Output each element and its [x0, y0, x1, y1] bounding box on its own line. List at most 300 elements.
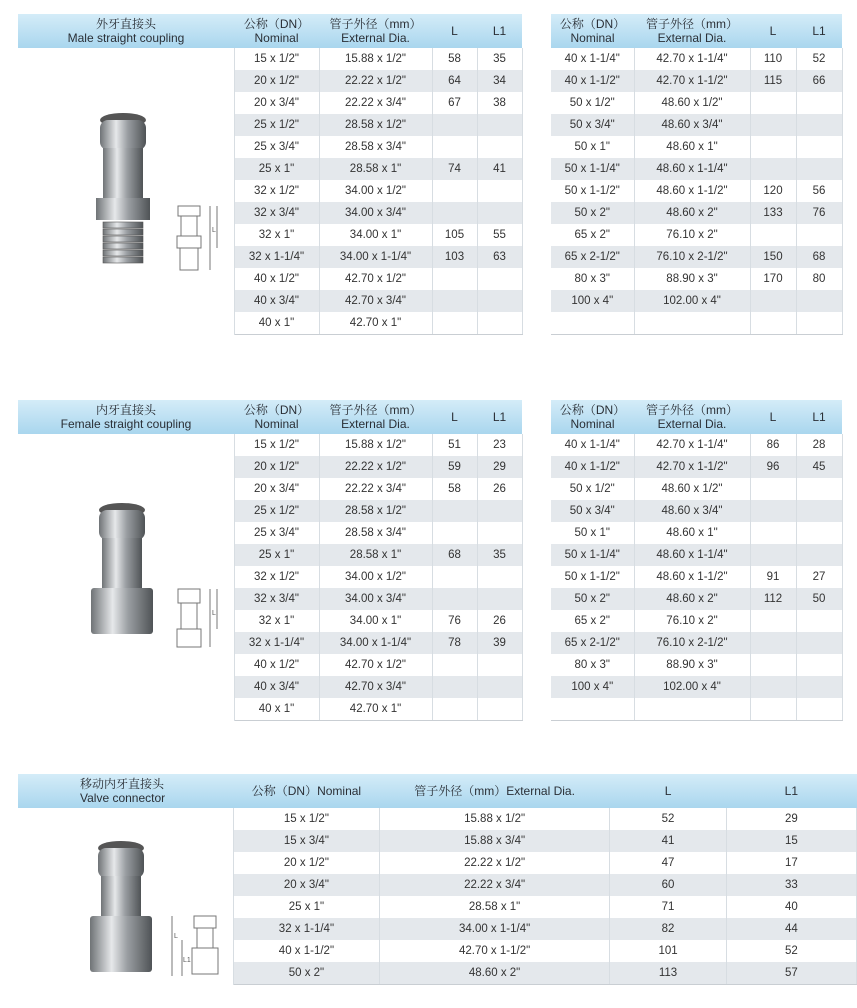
cell-nominal: 32 x 1" [234, 610, 319, 632]
cell-nominal [551, 698, 634, 721]
cell-l1 [796, 312, 842, 335]
cell-external-dia: 76.10 x 2" [634, 224, 750, 246]
table-row [551, 268, 842, 290]
cell-external-dia: 48.60 x 2" [634, 202, 750, 224]
table-row [551, 654, 842, 676]
cell-external-dia: 76.10 x 2-1/2" [634, 246, 750, 268]
cell-l [750, 114, 796, 136]
cell-external-dia: 102.00 x 4" [634, 290, 750, 312]
table-row [551, 246, 842, 268]
cell-l: 71 [610, 896, 726, 918]
cell-l: 113 [610, 962, 726, 985]
cell-l1: 27 [796, 566, 842, 588]
cell-l1 [796, 92, 842, 114]
cell-nominal [551, 312, 634, 335]
cell-l1: 39 [477, 632, 522, 654]
male-coupling-photo [88, 110, 158, 270]
cell-l1: 33 [726, 874, 856, 896]
cell-l1 [796, 544, 842, 566]
cell-l [750, 654, 796, 676]
cell-l: 82 [610, 918, 726, 940]
table-row [551, 522, 842, 544]
cell-l1 [796, 290, 842, 312]
cell-l: 58 [432, 478, 477, 500]
cell-l: 58 [432, 48, 477, 70]
cell-l1 [796, 500, 842, 522]
cell-l1: 26 [477, 478, 522, 500]
cell-l [750, 500, 796, 522]
cell-l1 [796, 114, 842, 136]
cell-l [750, 92, 796, 114]
table-row [551, 676, 842, 698]
cell-nominal: 25 x 3/4" [234, 522, 319, 544]
col-nominal: 公称（DN） Nominal [234, 400, 319, 434]
cell-external-dia: 22.22 x 3/4" [319, 92, 432, 114]
cell-l: 120 [750, 180, 796, 202]
cell-nominal: 100 x 4" [551, 290, 634, 312]
cell-l: 64 [432, 70, 477, 92]
cell-external-dia: 48.60 x 3/4" [634, 114, 750, 136]
cell-l [750, 610, 796, 632]
cell-l1 [477, 180, 522, 202]
cell-nominal: 20 x 1/2" [234, 70, 319, 92]
cell-external-dia: 42.70 x 1-1/4" [634, 48, 750, 70]
cell-l1 [796, 136, 842, 158]
cell-external-dia: 48.60 x 1" [634, 136, 750, 158]
cell-l [750, 632, 796, 654]
cell-l1 [477, 268, 522, 290]
table-row [551, 224, 842, 246]
cell-nominal: 25 x 1/2" [234, 114, 319, 136]
cell-l1 [477, 312, 522, 335]
cell-nominal: 50 x 1/2" [551, 92, 634, 114]
cell-nominal: 40 x 1-1/4" [551, 48, 634, 70]
cell-nominal: 40 x 1-1/2" [551, 70, 634, 92]
col-l1: L1 [796, 400, 842, 434]
cell-external-dia: 76.10 x 2" [634, 610, 750, 632]
cell-external-dia: 34.00 x 1/2" [319, 566, 432, 588]
cell-external-dia: 42.70 x 1/2" [319, 654, 432, 676]
cell-external-dia: 42.70 x 1-1/2" [379, 940, 610, 962]
cell-l1: 52 [726, 940, 856, 962]
cell-l1: 76 [796, 202, 842, 224]
cell-nominal: 15 x 1/2" [234, 48, 319, 70]
table-row [18, 808, 857, 830]
cell-nominal: 50 x 1-1/2" [551, 180, 634, 202]
table-row [551, 434, 842, 456]
cell-nominal: 40 x 3/4" [234, 290, 319, 312]
cell-nominal: 40 x 3/4" [234, 676, 319, 698]
cell-nominal: 50 x 3/4" [551, 114, 634, 136]
cell-external-dia: 48.60 x 1-1/4" [634, 544, 750, 566]
cell-external-dia: 28.58 x 1/2" [319, 114, 432, 136]
cell-nominal: 40 x 1/2" [234, 268, 319, 290]
cell-nominal: 40 x 1-1/2" [551, 456, 634, 478]
cell-l: 91 [750, 566, 796, 588]
cell-l1: 35 [477, 48, 522, 70]
col-nominal: 公称（DN） Nominal [551, 14, 634, 48]
cell-l1: 29 [726, 808, 856, 830]
cell-nominal: 32 x 1/2" [234, 180, 319, 202]
cell-l1: 57 [726, 962, 856, 985]
table-row [551, 610, 842, 632]
table-row [551, 202, 842, 224]
cell-l1: 68 [796, 246, 842, 268]
cell-external-dia: 15.88 x 1/2" [319, 48, 432, 70]
cell-l: 52 [610, 808, 726, 830]
cell-l: 76 [432, 610, 477, 632]
cell-l1: 63 [477, 246, 522, 268]
cell-l [432, 136, 477, 158]
cell-external-dia: 88.90 x 3" [634, 654, 750, 676]
cell-nominal: 65 x 2" [551, 610, 634, 632]
cell-l1: 66 [796, 70, 842, 92]
cell-external-dia: 34.00 x 1" [319, 610, 432, 632]
cell-l [750, 158, 796, 180]
table-row [551, 588, 842, 610]
cell-nominal: 32 x 1-1/4" [234, 246, 319, 268]
cell-l1: 56 [796, 180, 842, 202]
table-row [551, 136, 842, 158]
cell-l: 78 [432, 632, 477, 654]
cell-nominal: 20 x 3/4" [234, 874, 380, 896]
cell-l: 112 [750, 588, 796, 610]
cell-l1: 23 [477, 434, 522, 456]
table-row [551, 566, 842, 588]
sketch-label-l: L [174, 933, 178, 940]
col-l1: L1 [477, 400, 522, 434]
cell-external-dia: 34.00 x 3/4" [319, 202, 432, 224]
cell-l1: 45 [796, 456, 842, 478]
cell-l [432, 202, 477, 224]
cell-l1 [477, 566, 522, 588]
col-l: L [750, 400, 796, 434]
cell-external-dia: 48.60 x 1/2" [634, 92, 750, 114]
cell-l [432, 114, 477, 136]
cell-l1 [477, 522, 522, 544]
cell-external-dia: 34.00 x 1-1/4" [319, 632, 432, 654]
cell-nominal: 20 x 3/4" [234, 92, 319, 114]
table-row [551, 698, 842, 721]
cell-external-dia: 28.58 x 1" [319, 158, 432, 180]
cell-external-dia: 42.70 x 1/2" [319, 268, 432, 290]
cell-l: 101 [610, 940, 726, 962]
cell-l [432, 500, 477, 522]
section-title: 内牙直接头 Female straight coupling [18, 400, 234, 434]
cell-nominal: 25 x 1" [234, 896, 380, 918]
cell-l: 41 [610, 830, 726, 852]
cell-l1 [477, 136, 522, 158]
cell-l [750, 478, 796, 500]
cell-l1: 40 [726, 896, 856, 918]
col-external-dia: 管子外径（mm） External Dia. [319, 14, 432, 48]
cell-nominal: 50 x 1/2" [551, 478, 634, 500]
cell-l1: 26 [477, 610, 522, 632]
cell-l: 51 [432, 434, 477, 456]
cell-l1 [796, 610, 842, 632]
female-coupling-right-table [551, 400, 843, 721]
cell-l1 [477, 588, 522, 610]
cell-l1: 15 [726, 830, 856, 852]
table-row [551, 48, 842, 70]
col-l: L [750, 14, 796, 48]
cell-external-dia: 22.22 x 1/2" [319, 456, 432, 478]
cell-nominal: 50 x 1" [551, 522, 634, 544]
cell-l1 [796, 654, 842, 676]
valve-connector-photo [86, 838, 156, 978]
cell-l: 67 [432, 92, 477, 114]
cell-l1: 41 [477, 158, 522, 180]
cell-l1: 52 [796, 48, 842, 70]
cell-l1: 44 [726, 918, 856, 940]
cell-l1 [477, 202, 522, 224]
cell-l: 60 [610, 874, 726, 896]
cell-external-dia: 15.88 x 3/4" [379, 830, 610, 852]
cell-nominal: 20 x 1/2" [234, 852, 380, 874]
cell-external-dia: 48.60 x 1" [634, 522, 750, 544]
cell-l1 [477, 500, 522, 522]
table-row [551, 158, 842, 180]
cell-nominal: 50 x 1-1/4" [551, 544, 634, 566]
cell-l: 59 [432, 456, 477, 478]
table-row [18, 48, 522, 70]
table-row [551, 544, 842, 566]
cell-nominal: 40 x 1-1/4" [551, 434, 634, 456]
cell-nominal: 50 x 1" [551, 136, 634, 158]
cell-l1 [477, 698, 522, 721]
table-row [551, 500, 842, 522]
cell-l [432, 522, 477, 544]
cell-external-dia: 22.22 x 3/4" [379, 874, 610, 896]
col-l: L [432, 14, 477, 48]
cell-l: 110 [750, 48, 796, 70]
cell-l: 96 [750, 456, 796, 478]
cell-nominal: 80 x 3" [551, 654, 634, 676]
col-l1: L1 [796, 14, 842, 48]
cell-external-dia: 15.88 x 1/2" [319, 434, 432, 456]
cell-l [432, 588, 477, 610]
cell-l1 [477, 290, 522, 312]
cell-l: 133 [750, 202, 796, 224]
cell-external-dia: 22.22 x 3/4" [319, 478, 432, 500]
cell-external-dia: 34.00 x 3/4" [319, 588, 432, 610]
table-row [551, 312, 842, 335]
cell-nominal: 65 x 2-1/2" [551, 632, 634, 654]
table-row [551, 456, 842, 478]
cell-nominal: 50 x 1-1/4" [551, 158, 634, 180]
cell-external-dia: 15.88 x 1/2" [379, 808, 610, 830]
cell-nominal: 25 x 1" [234, 158, 319, 180]
cell-l: 103 [432, 246, 477, 268]
col-external-dia: 管子外径（mm）External Dia. [379, 774, 610, 808]
cell-l1 [477, 114, 522, 136]
cell-l: 105 [432, 224, 477, 246]
cell-l [750, 698, 796, 721]
cell-external-dia: 48.60 x 1/2" [634, 478, 750, 500]
cell-l1 [477, 676, 522, 698]
cell-l1 [796, 632, 842, 654]
cell-external-dia: 34.00 x 1-1/4" [319, 246, 432, 268]
cell-l [750, 224, 796, 246]
cell-l1 [796, 698, 842, 721]
cell-external-dia: 88.90 x 3" [634, 268, 750, 290]
cell-external-dia: 48.60 x 2" [634, 588, 750, 610]
cell-external-dia: 48.60 x 2" [379, 962, 610, 985]
cell-external-dia: 34.00 x 1-1/4" [379, 918, 610, 940]
sketch-label-l: L [212, 610, 216, 617]
cell-l [750, 136, 796, 158]
cell-l1: 50 [796, 588, 842, 610]
col-nominal: 公称（DN） Nominal [551, 400, 634, 434]
cell-l [432, 566, 477, 588]
cell-l [432, 268, 477, 290]
cell-external-dia [634, 698, 750, 721]
col-nominal: 公称（DN） Nominal [234, 14, 319, 48]
cell-nominal: 32 x 3/4" [234, 588, 319, 610]
cell-l [432, 676, 477, 698]
cell-nominal: 20 x 3/4" [234, 478, 319, 500]
cell-l1 [796, 158, 842, 180]
cell-nominal: 40 x 1/2" [234, 654, 319, 676]
table-row [551, 70, 842, 92]
cell-nominal: 50 x 2" [551, 202, 634, 224]
cell-nominal: 32 x 1-1/4" [234, 632, 319, 654]
table-row [551, 180, 842, 202]
cell-nominal: 25 x 3/4" [234, 136, 319, 158]
cell-l1: 28 [796, 434, 842, 456]
cell-l: 68 [432, 544, 477, 566]
cell-nominal: 50 x 1-1/2" [551, 566, 634, 588]
cell-nominal: 15 x 1/2" [234, 434, 319, 456]
cell-l1: 38 [477, 92, 522, 114]
cell-l: 115 [750, 70, 796, 92]
cell-nominal: 50 x 2" [234, 962, 380, 985]
cell-external-dia: 22.22 x 1/2" [379, 852, 610, 874]
cell-nominal: 32 x 1" [234, 224, 319, 246]
cell-nominal: 65 x 2" [551, 224, 634, 246]
cell-l [750, 544, 796, 566]
cell-l [432, 698, 477, 721]
cell-nominal: 80 x 3" [551, 268, 634, 290]
female-coupling-photo [87, 500, 157, 640]
cell-external-dia: 34.00 x 1" [319, 224, 432, 246]
cell-l: 150 [750, 246, 796, 268]
cell-external-dia: 28.58 x 1" [319, 544, 432, 566]
cell-external-dia: 42.70 x 1" [319, 698, 432, 721]
cell-nominal: 32 x 3/4" [234, 202, 319, 224]
valve-connector-drawing-icon [166, 912, 226, 980]
table-row [551, 114, 842, 136]
sketch-label-l: L [212, 227, 216, 234]
col-external-dia: 管子外径（mm） External Dia. [634, 14, 750, 48]
female-coupling-drawing-icon [172, 585, 222, 655]
section-title: 移动内牙直接头 Valve connector [18, 774, 234, 808]
cell-nominal: 32 x 1-1/4" [234, 918, 380, 940]
cell-nominal: 100 x 4" [551, 676, 634, 698]
cell-nominal: 40 x 1-1/2" [234, 940, 380, 962]
cell-external-dia: 42.70 x 1-1/2" [634, 456, 750, 478]
table-row [551, 478, 842, 500]
cell-l [750, 290, 796, 312]
cell-external-dia: 48.60 x 3/4" [634, 500, 750, 522]
col-nominal: 公称（DN）Nominal [234, 774, 380, 808]
cell-external-dia: 34.00 x 1/2" [319, 180, 432, 202]
col-external-dia: 管子外径（mm） External Dia. [634, 400, 750, 434]
section-title: 外牙直接头 Male straight coupling [18, 14, 234, 48]
cell-nominal: 20 x 1/2" [234, 456, 319, 478]
cell-l [432, 290, 477, 312]
table-row [551, 290, 842, 312]
cell-external-dia: 48.60 x 1-1/2" [634, 180, 750, 202]
cell-nominal: 50 x 3/4" [551, 500, 634, 522]
male-coupling-right-table [551, 14, 843, 335]
col-l: L [610, 774, 726, 808]
cell-nominal: 15 x 3/4" [234, 830, 380, 852]
cell-l [750, 312, 796, 335]
cell-nominal: 25 x 1/2" [234, 500, 319, 522]
cell-external-dia: 42.70 x 1" [319, 312, 432, 335]
cell-l1 [796, 522, 842, 544]
cell-external-dia: 42.70 x 1-1/2" [634, 70, 750, 92]
cell-l: 86 [750, 434, 796, 456]
cell-external-dia: 42.70 x 3/4" [319, 676, 432, 698]
table-row [551, 632, 842, 654]
cell-l [750, 522, 796, 544]
cell-external-dia: 42.70 x 1-1/4" [634, 434, 750, 456]
cell-l1 [477, 654, 522, 676]
cell-l1: 55 [477, 224, 522, 246]
cell-l1 [796, 224, 842, 246]
cell-l [432, 654, 477, 676]
col-l1: L1 [726, 774, 856, 808]
cell-external-dia: 28.58 x 1/2" [319, 500, 432, 522]
col-l: L [432, 400, 477, 434]
cell-l1: 34 [477, 70, 522, 92]
cell-l [432, 180, 477, 202]
cell-l1 [796, 478, 842, 500]
table-row [18, 434, 522, 456]
cell-external-dia: 28.58 x 3/4" [319, 522, 432, 544]
cell-external-dia: 42.70 x 3/4" [319, 290, 432, 312]
cell-nominal: 25 x 1" [234, 544, 319, 566]
cell-l: 74 [432, 158, 477, 180]
cell-external-dia: 48.60 x 1-1/2" [634, 566, 750, 588]
cell-external-dia: 28.58 x 1" [379, 896, 610, 918]
cell-external-dia: 102.00 x 4" [634, 676, 750, 698]
cell-l1: 29 [477, 456, 522, 478]
cell-l [432, 312, 477, 335]
cell-nominal: 15 x 1/2" [234, 808, 380, 830]
sketch-label-l1: L1 [183, 957, 191, 964]
col-l1: L1 [477, 14, 522, 48]
cell-external-dia: 48.60 x 1-1/4" [634, 158, 750, 180]
cell-nominal: 40 x 1" [234, 312, 319, 335]
cell-external-dia [634, 312, 750, 335]
cell-l: 47 [610, 852, 726, 874]
male-coupling-drawing-icon [172, 202, 222, 277]
cell-external-dia: 22.22 x 1/2" [319, 70, 432, 92]
cell-l: 170 [750, 268, 796, 290]
cell-l [750, 676, 796, 698]
cell-external-dia: 76.10 x 2-1/2" [634, 632, 750, 654]
table-row [551, 92, 842, 114]
cell-nominal: 50 x 2" [551, 588, 634, 610]
cell-l1: 80 [796, 268, 842, 290]
cell-l1: 35 [477, 544, 522, 566]
cell-l1: 17 [726, 852, 856, 874]
col-external-dia: 管子外径（mm） External Dia. [319, 400, 432, 434]
cell-nominal: 32 x 1/2" [234, 566, 319, 588]
